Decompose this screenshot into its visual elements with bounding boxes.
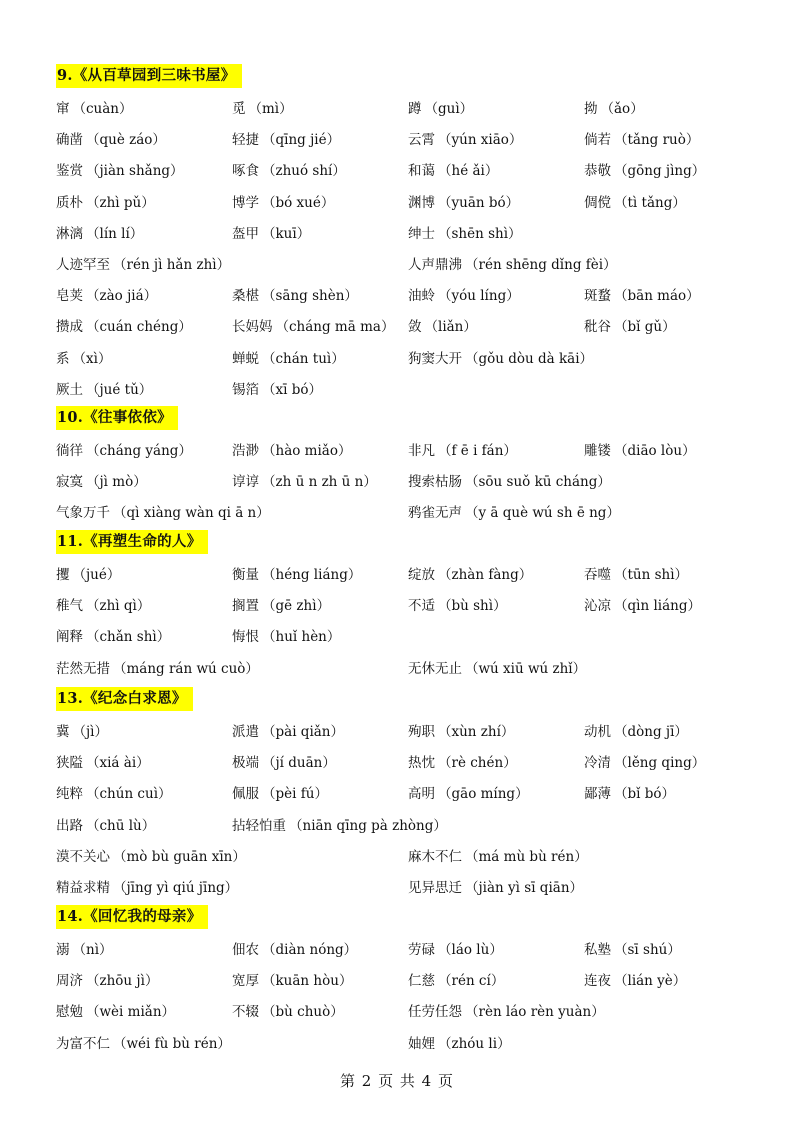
vocab-word: 搜索枯肠: [408, 474, 462, 491]
vocab-word: 劳碌: [408, 942, 435, 958]
vocab-word: 周济: [56, 973, 83, 990]
vocab-word: 出路: [56, 817, 83, 834]
vocab-word: 无休无止: [408, 660, 462, 677]
vocab-row: [0, 219, 794, 250]
vocab-pinyin: zhōu jì: [99, 973, 145, 990]
vocab-pinyin: jì mò: [99, 474, 134, 491]
vocab-row: [0, 188, 794, 219]
vocab-entry: 宽厚 （kuān hòu）: [232, 973, 353, 990]
vocab-entry: 搁置 （gē zhì）: [232, 598, 331, 615]
vocab-entry: 敛 （liǎn）: [408, 319, 477, 336]
vocab-row: [0, 622, 794, 653]
vocab-pinyin: kuān hòu: [275, 973, 339, 990]
vocab-entry: 非凡 （f ē i fán）: [408, 443, 517, 459]
vocab-row: [0, 811, 794, 842]
vocab-entry: 啄食 （zhuó shí）: [232, 163, 346, 180]
vocab-entry: 精益求精 （jīng yì qiú jīng）: [56, 880, 239, 896]
page-footer: 第 2 页 共 4 页: [340, 1072, 454, 1090]
vocab-entry: 冷清 （lěng qing）: [584, 755, 706, 772]
vocab-entry: 溺 （nì）: [56, 942, 113, 958]
vocab-word: 云霄: [408, 132, 435, 149]
vocab-row: [0, 498, 794, 529]
vocab-entry: 油蛉 （yóu líng）: [408, 288, 520, 305]
vocab-pinyin: pèi fú: [275, 786, 315, 803]
vocab-word: 渊博: [408, 194, 435, 211]
vocab-entry: 冀 （jì）: [56, 724, 109, 740]
vocab-entry: 衡量 （héng liáng）: [232, 567, 362, 583]
vocab-entry: 佃农 （diàn nóng）: [232, 942, 358, 958]
vocab-entry: 出路 （chū lù）: [56, 817, 156, 834]
vocab-entry: 斑蝥 （bān máo）: [584, 288, 700, 305]
vocab-entry: 恭敬 （gōng jìng）: [584, 163, 706, 180]
vocab-entry: 为富不仁 （wéi fù bù rén）: [56, 1035, 231, 1052]
section-title: 10.《往事依依》: [56, 406, 178, 430]
vocab-entry: 淋漓 （lín lí）: [56, 225, 144, 242]
vocab-pinyin: chǎn shì: [99, 629, 157, 646]
vocab-word: 动机: [584, 724, 611, 740]
vocab-word: 高明: [408, 786, 435, 803]
vocab-row: [0, 748, 794, 779]
vocab-word: 绽放: [408, 567, 435, 583]
vocab-entry: 稚气 （zhì qì）: [56, 598, 151, 615]
vocab-pinyin: qì xiàng wàn qi ā n: [126, 505, 257, 522]
vocab-word: 蝉蜕: [232, 350, 259, 367]
vocab-entry: 无休无止 （wú xiū wú zhǐ）: [408, 660, 587, 677]
vocab-pinyin: rén cí: [451, 973, 491, 990]
vocab-word: 鄙薄: [584, 786, 611, 803]
vocab-row: [0, 467, 794, 498]
vocab-word: 热忱: [408, 755, 435, 772]
vocab-row: [0, 873, 794, 904]
vocab-pinyin: sāng shèn: [275, 288, 345, 305]
vocab-pinyin: y ā què wú sh ē ng: [478, 505, 607, 522]
vocab-word: 茫然无措: [56, 660, 110, 677]
vocab-entry: 任劳任怨 （rèn láo rèn yuàn）: [408, 1004, 605, 1021]
vocab-entry: 麻木不仁 （má mù bù rén）: [408, 848, 588, 865]
vocab-word: 蹲: [408, 101, 422, 117]
vocab-pinyin: jīng yì qiú jīng: [126, 880, 225, 896]
vocab-entry: 纯粹 （chún cuì）: [56, 786, 172, 803]
vocab-entry: 私塾 （sī shú）: [584, 942, 681, 958]
vocab-pinyin: láo lù: [451, 942, 490, 958]
vocab-entry: 渊博 （yuān bó）: [408, 194, 520, 211]
vocab-word: 谆谆: [232, 474, 259, 491]
vocab-pinyin: gǒu dòu dà kāi: [478, 350, 580, 367]
vocab-entry: 盔甲 （kuī）: [232, 225, 311, 242]
vocab-word: 恭敬: [584, 163, 611, 180]
vocab-pinyin: bù shì: [451, 598, 494, 615]
vocab-word: 确凿: [56, 132, 83, 149]
vocab-word: 拗: [584, 101, 598, 117]
vocab-word: 见异思迁: [408, 880, 462, 896]
vocab-entry: 博学 （bó xué）: [232, 194, 335, 211]
vocab-entry: 漠不关心 （mò bù guān xīn）: [56, 848, 246, 865]
vocab-word: 搁置: [232, 598, 259, 615]
vocab-row: [0, 156, 794, 187]
vocab-entry: 拗 （ǎo）: [584, 101, 644, 117]
vocab-pinyin: jì: [86, 724, 95, 740]
vocab-word: 雕镂: [584, 443, 611, 459]
vocab-pinyin: jué tǔ: [99, 381, 139, 398]
vocab-pinyin: jiàn shǎng: [99, 163, 171, 180]
vocab-pinyin: rén shēng dǐng fèi: [478, 257, 604, 273]
vocab-pinyin: chún cuì: [99, 786, 159, 803]
vocab-pinyin: jí duān: [275, 755, 323, 772]
vocab-word: 仁慈: [408, 973, 435, 990]
vocab-word: 人声鼎沸: [408, 257, 462, 273]
vocab-entry: 绽放 （zhàn fàng）: [408, 567, 533, 583]
vocab-pinyin: nì: [86, 942, 100, 958]
vocab-word: 轻捷: [232, 132, 259, 149]
vocab-word: 桑椹: [232, 288, 259, 305]
vocab-pinyin: cháng yáng: [99, 443, 179, 459]
vocab-word: 衡量: [232, 567, 259, 583]
vocab-entry: 佩服 （pèi fú）: [232, 786, 328, 803]
vocab-pinyin: qīng jié: [275, 132, 327, 149]
vocab-row: [0, 281, 794, 312]
vocab-word: 慰勉: [56, 1004, 83, 1021]
vocab-pinyin: zhóu li: [451, 1035, 498, 1052]
vocab-entry: 极端 （jí duān）: [232, 755, 336, 772]
vocab-word: 不适: [408, 598, 435, 615]
vocab-pinyin: cuán chéng: [99, 319, 179, 336]
vocab-word: 盔甲: [232, 225, 259, 242]
vocab-entry: 攒成 （cuán chéng）: [56, 319, 192, 336]
vocab-word: 私塾: [584, 942, 611, 958]
vocab-word: 秕谷: [584, 319, 611, 336]
vocab-entry: 雕镂 （diāo lòu）: [584, 443, 696, 459]
vocab-pinyin: cuàn: [86, 101, 119, 117]
vocab-pinyin: xī bó: [275, 381, 309, 398]
vocab-word: 连夜: [584, 973, 611, 990]
vocab-word: 敛: [408, 319, 422, 336]
vocab-word: 寂寞: [56, 474, 83, 491]
vocab-pinyin: hé ǎi: [451, 163, 485, 180]
section-title: 11.《再塑生命的人》: [56, 530, 208, 554]
vocab-entry: 谆谆 （zh ū n zh ū n）: [232, 474, 377, 491]
vocab-row: [0, 436, 794, 467]
vocab-pinyin: jiàn yì sī qiān: [478, 880, 570, 896]
vocab-entry: 不适 （bù shì）: [408, 598, 507, 615]
vocab-row: [0, 344, 794, 375]
vocab-entry: 倜傥 （tì tǎng）: [584, 194, 686, 211]
vocab-word: 攫: [56, 567, 70, 583]
vocab-entry: 鸦雀无声 （y ā què wú sh ē ng）: [408, 505, 620, 522]
vocab-pinyin: ǎo: [614, 101, 631, 117]
vocab-word: 皂荚: [56, 288, 83, 305]
vocab-pinyin: tǎng ruò: [627, 132, 686, 149]
vocab-entry: 和蔼 （hé ǎi）: [408, 163, 499, 180]
vocab-row: [0, 375, 794, 406]
vocab-pinyin: zhàn fàng: [451, 567, 519, 583]
vocab-word: 麻木不仁: [408, 848, 462, 865]
vocab-word: 不辍: [232, 1004, 259, 1021]
vocab-entry: 不辍 （bù chuò）: [232, 1004, 344, 1021]
vocab-word: 倘若: [584, 132, 611, 149]
vocab-pinyin: bān máo: [627, 288, 687, 305]
vocab-entry: 轻捷 （qīng jié）: [232, 132, 341, 149]
vocab-entry: 鄙薄 （bǐ bó）: [584, 786, 676, 803]
vocab-word: 溺: [56, 942, 70, 958]
vocab-row: [0, 935, 794, 966]
section-title: 9.《从百草园到三味书屋》: [56, 64, 242, 88]
vocab-entry: 攫 （jué）: [56, 567, 121, 583]
vocab-pinyin: bó xué: [275, 194, 321, 211]
vocab-word: 倜傥: [584, 194, 611, 211]
vocab-entry: 皂荚 （zào jiá）: [56, 288, 158, 305]
vocab-word: 宽厚: [232, 973, 259, 990]
vocab-word: 绅士: [408, 225, 435, 242]
vocab-pinyin: lián yè: [627, 973, 673, 990]
vocab-word: 任劳任怨: [408, 1004, 462, 1021]
vocab-word: 厥土: [56, 381, 83, 398]
vocab-entry: 阐释 （chǎn shì）: [56, 629, 171, 646]
vocab-entry: 吞噬 （tūn shì）: [584, 567, 689, 583]
vocab-word: 系: [56, 350, 70, 367]
vocab-entry: 妯娌 （zhóu li）: [408, 1035, 511, 1052]
vocab-word: 人迹罕至: [56, 257, 110, 273]
vocab-pinyin: xùn zhí: [451, 724, 501, 740]
vocab-word: 啄食: [232, 163, 259, 180]
vocab-pinyin: hào miǎo: [275, 443, 338, 459]
vocab-pinyin: gōng jìng: [627, 163, 692, 180]
vocab-entry: 绅士 （shēn shì）: [408, 225, 522, 242]
vocab-entry: 秕谷 （bǐ gǔ）: [584, 319, 676, 336]
vocab-word: 稚气: [56, 598, 83, 615]
vocab-entry: 狗窦大开 （gǒu dòu dà kāi）: [408, 350, 594, 367]
vocab-entry: 热忱 （rè chén）: [408, 755, 517, 772]
vocab-word: 鸦雀无声: [408, 505, 462, 522]
vocab-pinyin: f ē i fán: [451, 443, 504, 459]
vocab-entry: 连夜 （lián yè）: [584, 973, 687, 990]
vocab-pinyin: bù chuò: [275, 1004, 331, 1021]
vocab-word: 殉职: [408, 724, 435, 740]
vocab-pinyin: yóu líng: [451, 288, 507, 305]
vocab-pinyin: máng rán wú cuò: [126, 660, 246, 677]
vocab-entry: 质朴 （zhì pǔ）: [56, 194, 155, 211]
vocab-pinyin: xì: [86, 350, 98, 367]
vocab-row: [0, 591, 794, 622]
vocab-row: [0, 125, 794, 156]
vocab-entry: 见异思迁 （jiàn yì sī qiān）: [408, 880, 584, 896]
vocab-entry: 沁凉 （qìn liáng）: [584, 598, 701, 615]
vocab-pinyin: jué: [86, 567, 107, 583]
vocab-word: 质朴: [56, 194, 83, 211]
vocab-entry: 殉职 （xùn zhí）: [408, 724, 515, 740]
vocab-pinyin: tūn shì: [627, 567, 675, 583]
vocab-pinyin: má mù bù rén: [478, 848, 575, 865]
vocab-word: 佩服: [232, 786, 259, 803]
vocab-entry: 搜索枯肠 （sōu suǒ kū cháng）: [408, 474, 611, 491]
vocab-word: 为富不仁: [56, 1035, 110, 1052]
vocab-pinyin: rèn láo rèn yuàn: [478, 1004, 592, 1021]
vocab-pinyin: wèi miǎn: [99, 1004, 162, 1021]
vocab-entry: 周济 （zhōu jì）: [56, 973, 159, 990]
vocab-word: 攒成: [56, 319, 83, 336]
vocab-word: 妯娌: [408, 1035, 435, 1052]
vocab-pinyin: què záo: [99, 132, 153, 149]
vocab-pinyin: yún xiāo: [451, 132, 509, 149]
vocab-word: 精益求精: [56, 880, 110, 896]
vocab-pinyin: sī shú: [627, 942, 668, 958]
vocab-pinyin: tì tǎng: [627, 194, 673, 211]
vocab-pinyin: guì: [438, 101, 460, 117]
vocab-word: 漠不关心: [56, 848, 110, 865]
vocab-entry: 狭隘 （xiá ài）: [56, 755, 150, 772]
vocab-entry: 劳碌 （láo lù）: [408, 942, 503, 958]
vocab-pinyin: wéi fù bù rén: [126, 1035, 218, 1052]
vocab-word: 沁凉: [584, 598, 611, 615]
vocab-word: 狗窦大开: [408, 350, 462, 367]
vocab-entry: 浩渺 （hào miǎo）: [232, 443, 352, 459]
vocab-word: 和蔼: [408, 163, 435, 180]
vocab-word: 气象万千: [56, 505, 110, 522]
vocab-entry: 窜 （cuàn）: [56, 101, 133, 117]
vocab-pinyin: bǐ bó: [627, 786, 662, 803]
vocab-word: 浩渺: [232, 443, 259, 459]
vocab-word: 斑蝥: [584, 288, 611, 305]
vocab-row: [0, 842, 794, 873]
vocab-entry: 鉴赏 （jiàn shǎng）: [56, 163, 184, 180]
vocab-word: 淋漓: [56, 225, 83, 242]
vocab-pinyin: xiá ài: [99, 755, 137, 772]
vocab-pinyin: rén jì hǎn zhì: [126, 257, 217, 273]
vocab-word: 非凡: [408, 443, 435, 459]
vocab-word: 锡箔: [232, 381, 259, 398]
vocab-row: [0, 779, 794, 810]
vocab-pinyin: kuī: [275, 225, 297, 242]
vocab-entry: 厥土 （jué tǔ）: [56, 381, 153, 398]
vocab-word: 鉴赏: [56, 163, 83, 180]
vocab-word: 窜: [56, 101, 70, 117]
vocab-word: 悔恨: [232, 629, 259, 646]
vocab-pinyin: chū lù: [99, 817, 142, 834]
vocab-entry: 派遣 （pài qiǎn）: [232, 724, 345, 740]
vocab-pinyin: dòng jī: [627, 724, 675, 740]
vocab-entry: 云霄 （yún xiāo）: [408, 132, 523, 149]
vocab-pinyin: niān qīng pà zhòng: [302, 817, 434, 834]
vocab-pinyin: mò bù guān xīn: [126, 848, 233, 865]
vocab-pinyin: zhì qì: [99, 598, 137, 615]
vocab-pinyin: qìn liáng: [627, 598, 688, 615]
section-title: 13.《纪念白求恩》: [56, 687, 193, 711]
vocab-pinyin: chán tuì: [275, 350, 332, 367]
vocab-pinyin: zh ū n zh ū n: [275, 474, 364, 491]
vocab-pinyin: sōu suǒ kū cháng: [478, 474, 598, 491]
vocab-entry: 锡箔 （xī bó）: [232, 381, 322, 398]
vocab-pinyin: héng liáng: [275, 567, 348, 583]
vocab-word: 长妈妈: [232, 319, 273, 336]
vocab-row: [0, 94, 794, 125]
vocab-entry: 人声鼎沸 （rén shēng dǐng fèi）: [408, 257, 617, 273]
vocab-entry: 气象万千 （qì xiàng wàn qi ā n）: [56, 505, 270, 522]
vocab-row: [0, 966, 794, 997]
vocab-entry: 长妈妈 （cháng mā ma）: [232, 319, 395, 336]
vocab-pinyin: zào jiá: [99, 288, 144, 305]
vocab-word: 狭隘: [56, 755, 83, 772]
vocab-word: 纯粹: [56, 786, 83, 803]
vocab-pinyin: gē zhì: [275, 598, 317, 615]
vocab-word: 极端: [232, 755, 259, 772]
vocab-row: [0, 312, 794, 343]
vocab-entry: 徜徉 （cháng yáng）: [56, 443, 192, 459]
section-title: 14.《回忆我的母亲》: [56, 905, 208, 929]
vocab-word: 阐释: [56, 629, 83, 646]
vocab-pinyin: rè chén: [451, 755, 504, 772]
vocab-entry: 蹲 （guì）: [408, 101, 474, 117]
vocab-word: 吞噬: [584, 567, 611, 583]
vocab-pinyin: mì: [262, 101, 280, 117]
vocab-word: 拈轻怕重: [232, 817, 286, 834]
vocab-pinyin: diāo lòu: [627, 443, 683, 459]
vocab-entry: 蝉蜕 （chán tuì）: [232, 350, 345, 367]
vocab-pinyin: bǐ gǔ: [627, 319, 663, 336]
vocab-row: [0, 717, 794, 748]
vocab-row: [0, 250, 794, 281]
vocab-pinyin: cháng mā ma: [289, 319, 381, 336]
vocab-row: [0, 654, 794, 685]
vocab-entry: 拈轻怕重 （niān qīng pà zhòng）: [232, 817, 447, 834]
vocab-pinyin: liǎn: [438, 319, 464, 336]
vocab-word: 油蛉: [408, 288, 435, 305]
vocab-pinyin: wú xiū wú zhǐ: [478, 660, 573, 677]
vocab-pinyin: huǐ hèn: [275, 629, 327, 646]
vocab-entry: 仁慈 （rén cí）: [408, 973, 505, 990]
vocab-pinyin: shēn shì: [451, 225, 509, 242]
vocab-entry: 寂寞 （jì mò）: [56, 474, 147, 491]
vocab-pinyin: yuān bó: [451, 194, 506, 211]
vocab-row: [0, 997, 794, 1028]
vocab-entry: 桑椹 （sāng shèn）: [232, 288, 358, 305]
vocab-pinyin: gāo míng: [451, 786, 516, 803]
vocab-pinyin: diàn nóng: [275, 942, 344, 958]
vocab-word: 博学: [232, 194, 259, 211]
vocab-entry: 倘若 （tǎng ruò）: [584, 132, 700, 149]
vocab-entry: 高明 （gāo míng）: [408, 786, 529, 803]
vocab-word: 徜徉: [56, 443, 83, 459]
vocab-entry: 慰勉 （wèi miǎn）: [56, 1004, 176, 1021]
vocab-word: 派遣: [232, 724, 259, 740]
vocab-entry: 悔恨 （huǐ hèn）: [232, 629, 341, 646]
vocab-row: [0, 1029, 794, 1060]
vocab-entry: 系 （xì）: [56, 350, 112, 367]
vocab-pinyin: zhì pǔ: [99, 194, 142, 211]
vocab-row: [0, 560, 794, 591]
vocab-word: 冷清: [584, 755, 611, 772]
vocab-entry: 人迹罕至 （rén jì hǎn zhì）: [56, 257, 231, 273]
vocab-pinyin: lín lí: [99, 225, 130, 242]
vocab-word: 佃农: [232, 942, 259, 958]
vocab-entry: 动机 （dòng jī）: [584, 724, 688, 740]
vocab-entry: 确凿 （què záo）: [56, 132, 166, 149]
vocab-pinyin: lěng qing: [627, 755, 692, 772]
vocab-word: 冀: [56, 724, 70, 740]
vocab-pinyin: pài qiǎn: [275, 724, 331, 740]
vocab-entry: 觅 （mì）: [232, 101, 293, 117]
vocab-word: 觅: [232, 101, 246, 117]
vocab-pinyin: zhuó shí: [275, 163, 333, 180]
vocab-entry: 茫然无措 （máng rán wú cuò）: [56, 660, 259, 677]
